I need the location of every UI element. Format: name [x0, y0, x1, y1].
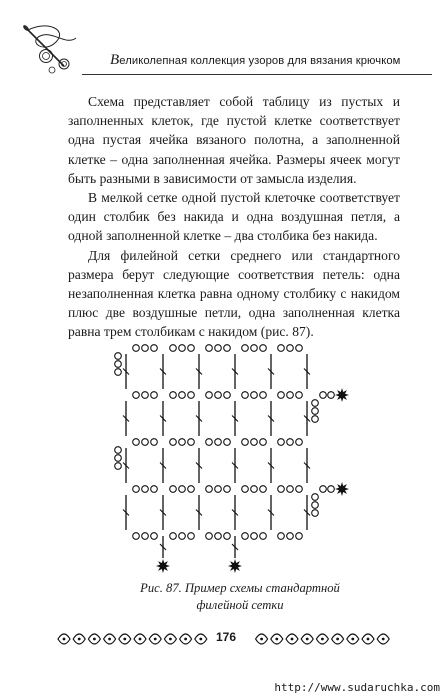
- knot-dot: [306, 638, 309, 641]
- chain-stitch-circle: [206, 439, 213, 446]
- starting-point-star: [335, 388, 349, 402]
- knot-dot: [351, 638, 354, 641]
- watermark-url: http://www.sudaruchka.com: [274, 681, 440, 694]
- header-initial: В: [110, 52, 120, 68]
- chain-stitch-circle: [251, 439, 258, 446]
- knot-dot: [321, 638, 324, 641]
- chain-stitch-circle: [179, 486, 186, 493]
- knot-dot: [260, 638, 263, 641]
- chain-stitch-circle: [151, 533, 158, 540]
- chain-stitch-circle: [188, 486, 195, 493]
- chain-stitch-circle: [320, 392, 327, 399]
- chain-stitch-circle: [133, 439, 140, 446]
- knot-dot: [78, 638, 81, 641]
- page-number: 176: [216, 630, 237, 644]
- knot-dot: [93, 638, 96, 641]
- chain-stitch-circle: [179, 533, 186, 540]
- chain-stitch-circle: [328, 392, 335, 399]
- chain-stitch-circle: [312, 416, 319, 423]
- chain-stitch-circle: [224, 533, 231, 540]
- chain-stitch-circle: [287, 533, 294, 540]
- chain-stitch-circle: [133, 533, 140, 540]
- chain-stitch-circle: [188, 345, 195, 352]
- starting-point-star: [228, 559, 242, 573]
- chain-stitch-circle: [312, 408, 319, 415]
- chain-stitch-circle: [251, 533, 258, 540]
- chain-stitch-circle: [179, 392, 186, 399]
- knot-dot: [123, 638, 126, 641]
- chain-stitch-circle: [287, 486, 294, 493]
- needle-thread-icon: [18, 20, 88, 76]
- chain-stitch-circle: [260, 345, 267, 352]
- page-header: [22, 26, 432, 78]
- knot-dot: [184, 638, 187, 641]
- caption-line-1: Рис. 87. Пример схемы стандартной: [140, 581, 340, 595]
- knot-dot: [199, 638, 202, 641]
- filet-mesh-diagram: [110, 338, 360, 578]
- chain-stitch-circle: [215, 439, 222, 446]
- chain-stitch-circle: [115, 463, 122, 470]
- chain-stitch-circle: [142, 533, 149, 540]
- chain-stitch-circle: [215, 486, 222, 493]
- paragraph-2: В мелкой сетке одной пустой клеточке соответствует один столбик без накида и одна воздушная петля, а одной заполненной клетке – два столбика без накида.: [68, 190, 400, 244]
- chain-stitch-circle: [142, 392, 149, 399]
- knot-dot: [63, 638, 66, 641]
- knot-dot: [382, 638, 385, 641]
- chain-stitch-circle: [224, 439, 231, 446]
- chain-stitch-circle: [296, 345, 303, 352]
- chain-stitch-circle: [242, 345, 249, 352]
- chain-stitch-circle: [260, 392, 267, 399]
- chain-stitch-circle: [287, 345, 294, 352]
- knot-dot: [367, 638, 370, 641]
- chain-stitch-circle: [260, 439, 267, 446]
- chain-stitch-circle: [312, 400, 319, 407]
- chain-stitch-circle: [278, 345, 285, 352]
- chain-stitch-circle: [278, 392, 285, 399]
- chain-stitch-circle: [242, 486, 249, 493]
- chain-stitch-circle: [188, 533, 195, 540]
- paragraph-1: Схема представляет собой таблицу из пустых и заполненных клеток, где пустой клетке соответствует одна пустая ячейка вязаного полотна, а заполненной клетке – одна заполненная ячейка. Размеры ячеек могут быть разными в зависимости от замысла изделия.: [68, 94, 400, 186]
- chain-stitch-circle: [142, 486, 149, 493]
- chain-stitch-circle: [115, 353, 122, 360]
- chain-stitch-circle: [151, 345, 158, 352]
- chain-stitch-circle: [206, 392, 213, 399]
- chain-stitch-circle: [115, 455, 122, 462]
- chain-stitch-circle: [188, 439, 195, 446]
- chain-stitch-circle: [215, 345, 222, 352]
- paragraph-3: Для филейной сетки среднего или стандартного размера берут следующие соответствия петель: одна незаполненная клетка равна одному столбику с накидом плюс две воздушные петли, одна заполненная клетка равна трем столбикам с накидом (рис. 87).: [68, 247, 400, 340]
- chain-stitch-circle: [260, 533, 267, 540]
- knot-dot: [275, 638, 278, 641]
- chain-stitch-circle: [242, 439, 249, 446]
- chain-stitch-circle: [287, 392, 294, 399]
- starting-point-star: [156, 559, 170, 573]
- chain-stitch-circle: [142, 345, 149, 352]
- chain-stitch-circle: [206, 486, 213, 493]
- chain-stitch-circle: [278, 486, 285, 493]
- figure-caption: [90, 580, 390, 614]
- chain-stitch-circle: [312, 510, 319, 517]
- chain-stitch-circle: [115, 447, 122, 454]
- chain-stitch-circle: [133, 392, 140, 399]
- chain-stitch-circle: [179, 439, 186, 446]
- chain-stitch-circle: [206, 533, 213, 540]
- chain-stitch-circle: [133, 345, 140, 352]
- chain-stitch-circle: [251, 392, 258, 399]
- chain-stitch-circle: [215, 392, 222, 399]
- chain-stitch-circle: [170, 345, 177, 352]
- chain-stitch-circle: [170, 486, 177, 493]
- chain-stitch-circle: [151, 486, 158, 493]
- chain-stitch-circle: [170, 533, 177, 540]
- chain-stitch-circle: [151, 439, 158, 446]
- running-header: [110, 52, 400, 69]
- chain-stitch-circle: [312, 502, 319, 509]
- chain-stitch-circle: [296, 392, 303, 399]
- knot-dot: [108, 638, 111, 641]
- chain-stitch-circle: [312, 494, 319, 501]
- chain-stitch-circle: [179, 345, 186, 352]
- chain-stitch-circle: [296, 533, 303, 540]
- chain-stitch-circle: [242, 533, 249, 540]
- header-title: еликолепная коллекция узоров для вязания крючком: [119, 55, 401, 67]
- chain-stitch-circle: [296, 439, 303, 446]
- chain-stitch-circle: [260, 486, 267, 493]
- chain-stitch-circle: [278, 439, 285, 446]
- header-rule: [82, 74, 432, 75]
- caption-line-2: филейной сетки: [196, 598, 284, 612]
- chain-stitch-circle: [296, 486, 303, 493]
- knot-dot: [291, 638, 294, 641]
- chain-stitch-circle: [170, 392, 177, 399]
- chain-stitch-circle: [287, 439, 294, 446]
- chain-stitch-circle: [133, 486, 140, 493]
- chain-stitch-circle: [251, 486, 258, 493]
- knot-dot: [169, 638, 172, 641]
- chain-stitch-circle: [151, 392, 158, 399]
- chain-stitch-circle: [170, 439, 177, 446]
- knot-dot: [336, 638, 339, 641]
- chain-stitch-circle: [224, 392, 231, 399]
- chain-stitch-circle: [115, 369, 122, 376]
- knot-dot: [139, 638, 142, 641]
- chain-stitch-circle: [251, 345, 258, 352]
- chain-stitch-circle: [224, 345, 231, 352]
- chain-stitch-circle: [115, 361, 122, 368]
- body-text: [68, 92, 400, 342]
- chain-stitch-circle: [224, 486, 231, 493]
- chain-stitch-circle: [188, 392, 195, 399]
- chain-stitch-circle: [215, 533, 222, 540]
- chain-stitch-circle: [320, 486, 327, 493]
- knot-dot: [154, 638, 157, 641]
- chain-stitch-circle: [142, 439, 149, 446]
- filet-diagram: [110, 338, 360, 583]
- starting-point-star: [335, 482, 349, 496]
- chain-stitch-circle: [328, 486, 335, 493]
- chain-stitch-circle: [278, 533, 285, 540]
- chain-stitch-circle: [206, 345, 213, 352]
- chain-stitch-circle: [242, 392, 249, 399]
